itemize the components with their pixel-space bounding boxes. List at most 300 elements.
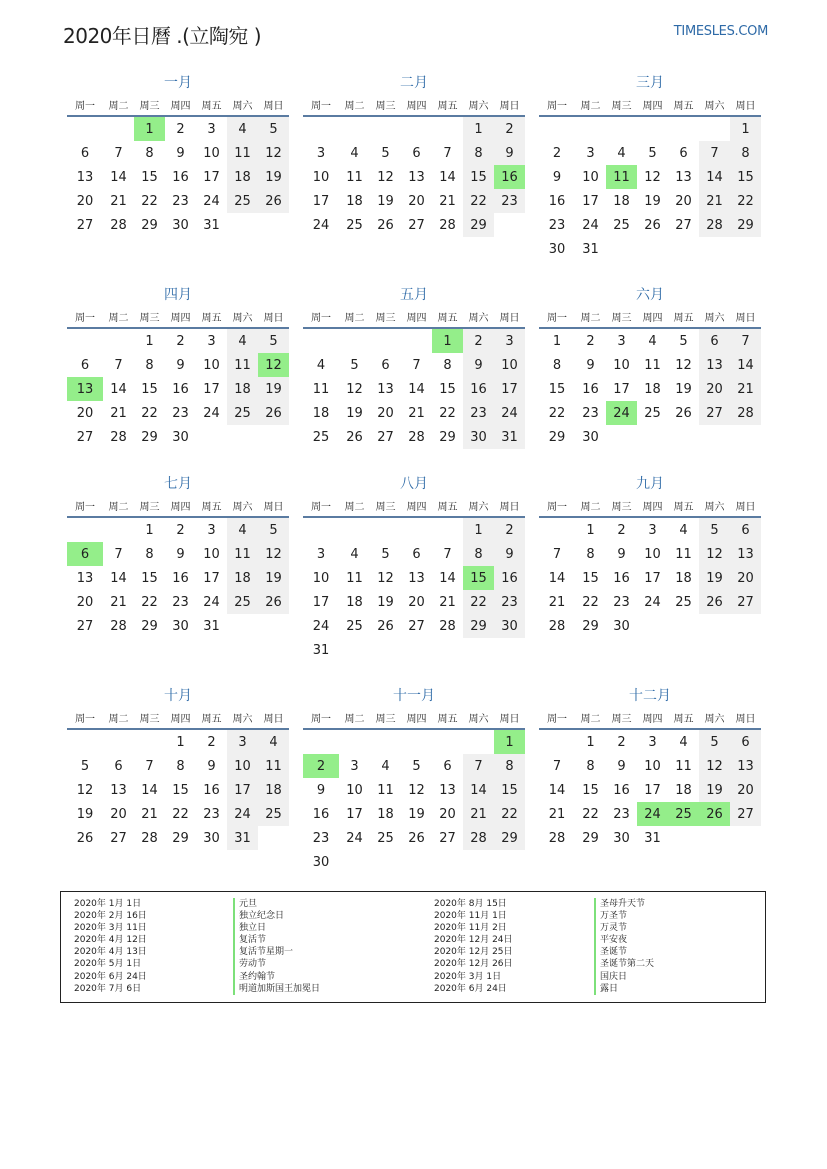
- day-cell[interactable]: 15: [141, 169, 158, 185]
- day-cell[interactable]: 9: [494, 141, 525, 165]
- day-cell[interactable]: 28: [110, 618, 127, 634]
- day-cell[interactable]: 4: [227, 328, 258, 353]
- day-cell[interactable]: 16: [203, 782, 220, 798]
- day-cell[interactable]: 31: [494, 425, 525, 449]
- day-cell[interactable]: 22: [463, 590, 494, 614]
- day-cell[interactable]: 19: [699, 566, 730, 590]
- day-cell[interactable]: 21: [699, 189, 730, 213]
- day-cell[interactable]: 7: [114, 546, 123, 562]
- day-cell[interactable]: 23: [172, 193, 189, 209]
- day-cell[interactable]: 9: [617, 546, 626, 562]
- day-cell[interactable]: 9: [207, 758, 216, 774]
- day-cell[interactable]: 23: [203, 806, 220, 822]
- day-cell[interactable]: 26: [76, 830, 94, 846]
- day-cell[interactable]: 23: [312, 830, 330, 846]
- day-cell[interactable]: 11: [312, 381, 330, 397]
- day-cell[interactable]: 25: [346, 618, 363, 634]
- day-cell[interactable]: 4: [258, 729, 289, 754]
- day-cell[interactable]: 22: [141, 405, 158, 421]
- day-cell[interactable]: 25: [644, 405, 661, 421]
- day-cell[interactable]: 4: [227, 116, 258, 141]
- day-cell[interactable]: 19: [377, 193, 394, 209]
- day-cell[interactable]: 26: [675, 405, 692, 421]
- day-cell[interactable]: 29: [730, 213, 761, 237]
- day-cell[interactable]: 28: [699, 213, 730, 237]
- day-cell[interactable]: 30: [203, 830, 220, 846]
- day-cell[interactable]: 25: [258, 802, 289, 826]
- day-cell[interactable]: 22: [548, 405, 566, 421]
- day-cell[interactable]: 15: [494, 778, 525, 802]
- day-cell[interactable]: 18: [227, 566, 258, 590]
- day-cell[interactable]: 20: [699, 377, 730, 401]
- day-cell[interactable]: 7: [443, 145, 452, 161]
- day-cell[interactable]: 1: [586, 734, 595, 750]
- day-cell[interactable]: 6: [730, 729, 761, 754]
- day-cell[interactable]: 30: [548, 241, 566, 257]
- day-cell[interactable]: 17: [613, 381, 630, 397]
- day-cell[interactable]: 25: [227, 189, 258, 213]
- day-cell[interactable]: 13: [377, 381, 394, 397]
- day-cell[interactable]: 7: [552, 758, 562, 774]
- day-cell[interactable]: 1: [730, 116, 761, 141]
- day-cell[interactable]: 28: [730, 401, 761, 425]
- day-cell[interactable]: 3: [648, 734, 657, 750]
- day-cell[interactable]: 4: [316, 357, 326, 373]
- day-cell[interactable]: 18: [227, 377, 258, 401]
- day-cell[interactable]: 10: [203, 357, 220, 373]
- day-cell[interactable]: 6: [80, 357, 90, 373]
- day-cell[interactable]: 12: [258, 542, 289, 566]
- day-cell[interactable]: 4: [648, 333, 657, 349]
- day-cell[interactable]: 28: [141, 830, 158, 846]
- day-cell[interactable]: 23: [494, 189, 525, 213]
- day-cell[interactable]: 14: [548, 570, 566, 586]
- day-cell[interactable]: 29: [439, 429, 456, 445]
- day-cell[interactable]: 13: [675, 169, 692, 185]
- day-cell[interactable]: 27: [76, 429, 94, 445]
- day-cell[interactable]: 3: [350, 758, 359, 774]
- day-cell[interactable]: 23: [172, 594, 189, 610]
- day-cell[interactable]: 14: [730, 353, 761, 377]
- day-cell[interactable]: 4: [227, 517, 258, 542]
- day-cell[interactable]: 14: [463, 778, 494, 802]
- day-cell[interactable]: 20: [408, 193, 425, 209]
- day-cell[interactable]: 24: [312, 217, 330, 233]
- day-cell[interactable]: 21: [141, 806, 158, 822]
- day-cell[interactable]: 1: [145, 333, 154, 349]
- day-cell[interactable]: 11: [227, 353, 258, 377]
- day-cell[interactable]: 20: [76, 193, 94, 209]
- day-cell[interactable]: 19: [258, 165, 289, 189]
- day-cell[interactable]: 24: [203, 405, 220, 421]
- day-cell[interactable]: 3: [316, 145, 326, 161]
- day-cell[interactable]: 12: [675, 357, 692, 373]
- day-cell[interactable]: 4: [381, 758, 390, 774]
- day-cell[interactable]: 6: [412, 546, 421, 562]
- day-cell[interactable]: 2: [494, 517, 525, 542]
- day-cell[interactable]: 5: [258, 328, 289, 353]
- day-cell[interactable]: 29: [463, 614, 494, 638]
- day-cell[interactable]: 8: [443, 357, 452, 373]
- day-cell[interactable]: 10: [312, 570, 330, 586]
- day-cell[interactable]: 11: [258, 754, 289, 778]
- day-cell[interactable]: 17: [582, 193, 599, 209]
- day-cell[interactable]: 27: [408, 217, 425, 233]
- day-cell[interactable]: 12: [408, 782, 425, 798]
- day-cell[interactable]: 15: [141, 570, 158, 586]
- day-cell[interactable]: 28: [439, 217, 456, 233]
- day-cell[interactable]: 22: [141, 193, 158, 209]
- day-cell[interactable]: 12: [258, 141, 289, 165]
- day-cell[interactable]: 6: [443, 758, 452, 774]
- day-cell[interactable]: 25: [675, 594, 692, 610]
- day-cell[interactable]: 17: [203, 169, 220, 185]
- day-cell[interactable]: 23: [613, 806, 630, 822]
- day-cell[interactable]: 26: [644, 217, 661, 233]
- day-cell[interactable]: 19: [644, 193, 661, 209]
- day-cell[interactable]: 23: [582, 405, 599, 421]
- day-cell[interactable]: 27: [110, 830, 127, 846]
- day-cell[interactable]: 6: [67, 542, 103, 566]
- day-cell[interactable]: 3: [648, 522, 657, 538]
- day-cell[interactable]: 27: [76, 217, 94, 233]
- day-cell[interactable]: 30: [172, 429, 189, 445]
- day-cell[interactable]: 2: [176, 522, 185, 538]
- day-cell[interactable]: 12: [377, 169, 394, 185]
- day-cell[interactable]: 28: [110, 429, 127, 445]
- day-cell[interactable]: 19: [76, 806, 94, 822]
- day-cell[interactable]: 20: [110, 806, 127, 822]
- day-cell[interactable]: 28: [548, 618, 566, 634]
- day-cell[interactable]: 21: [439, 594, 456, 610]
- day-cell[interactable]: 14: [110, 169, 127, 185]
- day-cell[interactable]: 9: [176, 145, 185, 161]
- day-cell[interactable]: 25: [613, 217, 630, 233]
- day-cell[interactable]: 21: [110, 193, 127, 209]
- day-cell[interactable]: 5: [381, 145, 390, 161]
- day-cell[interactable]: 27: [76, 618, 94, 634]
- day-cell[interactable]: 8: [463, 141, 494, 165]
- day-cell[interactable]: 26: [408, 830, 425, 846]
- day-cell[interactable]: 13: [439, 782, 456, 798]
- day-cell[interactable]: 2: [617, 522, 626, 538]
- day-cell[interactable]: 30: [582, 429, 599, 445]
- day-cell[interactable]: 2: [176, 333, 185, 349]
- day-cell[interactable]: 24: [203, 594, 220, 610]
- day-cell[interactable]: 7: [699, 141, 730, 165]
- day-cell[interactable]: 13: [408, 169, 425, 185]
- day-cell[interactable]: 11: [377, 782, 394, 798]
- day-cell[interactable]: 14: [141, 782, 158, 798]
- day-cell[interactable]: 26: [258, 590, 289, 614]
- day-cell[interactable]: 4: [679, 734, 688, 750]
- day-cell[interactable]: 21: [110, 594, 127, 610]
- day-cell[interactable]: 28: [408, 429, 425, 445]
- day-cell[interactable]: 12: [76, 782, 94, 798]
- day-cell[interactable]: 16: [582, 381, 599, 397]
- day-cell[interactable]: 27: [408, 618, 425, 634]
- day-cell[interactable]: 5: [258, 116, 289, 141]
- day-cell[interactable]: 28: [110, 217, 127, 233]
- day-cell[interactable]: 27: [675, 217, 692, 233]
- day-cell[interactable]: 22: [494, 802, 525, 826]
- day-cell[interactable]: 19: [258, 377, 289, 401]
- day-cell[interactable]: 18: [346, 594, 363, 610]
- day-cell[interactable]: 8: [145, 546, 154, 562]
- day-cell[interactable]: 8: [730, 141, 761, 165]
- day-cell[interactable]: 2: [586, 333, 595, 349]
- day-cell[interactable]: 8: [552, 357, 562, 373]
- day-cell[interactable]: 5: [412, 758, 421, 774]
- day-cell[interactable]: 15: [548, 381, 566, 397]
- day-cell[interactable]: 31: [582, 241, 599, 257]
- day-cell[interactable]: 7: [114, 145, 123, 161]
- day-cell[interactable]: 23: [613, 594, 630, 610]
- day-cell[interactable]: 14: [439, 169, 456, 185]
- day-cell[interactable]: 9: [316, 782, 326, 798]
- day-cell[interactable]: 21: [463, 802, 494, 826]
- day-cell[interactable]: 2: [617, 734, 626, 750]
- day-cell[interactable]: 5: [80, 758, 90, 774]
- day-cell[interactable]: 2: [207, 734, 216, 750]
- day-cell[interactable]: 26: [258, 189, 289, 213]
- day-cell[interactable]: 3: [316, 546, 326, 562]
- day-cell[interactable]: 18: [613, 193, 630, 209]
- day-cell[interactable]: 14: [699, 165, 730, 189]
- day-cell[interactable]: 3: [494, 328, 525, 353]
- day-cell[interactable]: 3: [227, 729, 258, 754]
- day-cell[interactable]: 14: [408, 381, 425, 397]
- day-cell[interactable]: 11: [606, 165, 637, 189]
- day-cell[interactable]: 22: [582, 806, 599, 822]
- day-cell[interactable]: 6: [412, 145, 421, 161]
- day-cell[interactable]: 17: [644, 782, 661, 798]
- day-cell[interactable]: 8: [145, 145, 154, 161]
- day-cell[interactable]: 30: [172, 217, 189, 233]
- day-cell[interactable]: 2: [552, 145, 562, 161]
- day-cell[interactable]: 1: [134, 116, 165, 141]
- day-cell[interactable]: 6: [114, 758, 123, 774]
- day-cell[interactable]: 10: [346, 782, 363, 798]
- day-cell[interactable]: 19: [377, 594, 394, 610]
- day-cell[interactable]: 20: [730, 566, 761, 590]
- day-cell[interactable]: 22: [730, 189, 761, 213]
- day-cell[interactable]: 18: [675, 570, 692, 586]
- day-cell[interactable]: 18: [312, 405, 330, 421]
- day-cell[interactable]: 12: [699, 542, 730, 566]
- day-cell[interactable]: 22: [172, 806, 189, 822]
- day-cell[interactable]: 28: [439, 618, 456, 634]
- day-cell[interactable]: 16: [172, 169, 189, 185]
- day-cell[interactable]: 15: [439, 381, 456, 397]
- day-cell[interactable]: 16: [613, 570, 630, 586]
- day-cell[interactable]: 10: [494, 353, 525, 377]
- day-cell[interactable]: 18: [675, 782, 692, 798]
- day-cell[interactable]: 10: [312, 169, 330, 185]
- day-cell[interactable]: 7: [412, 357, 421, 373]
- day-cell[interactable]: 9: [463, 353, 494, 377]
- day-cell[interactable]: 11: [675, 546, 692, 562]
- day-cell[interactable]: 18: [346, 193, 363, 209]
- day-cell[interactable]: 5: [648, 145, 657, 161]
- day-cell[interactable]: 8: [586, 758, 595, 774]
- day-cell[interactable]: 21: [408, 405, 425, 421]
- day-cell[interactable]: 13: [76, 169, 94, 185]
- day-cell[interactable]: 28: [548, 830, 566, 846]
- day-cell[interactable]: 7: [443, 546, 452, 562]
- day-cell[interactable]: 9: [176, 546, 185, 562]
- day-cell[interactable]: 6: [80, 145, 90, 161]
- day-cell[interactable]: 31: [203, 618, 220, 634]
- day-cell[interactable]: 1: [552, 333, 562, 349]
- day-cell[interactable]: 13: [699, 353, 730, 377]
- day-cell[interactable]: 1: [494, 729, 525, 754]
- day-cell[interactable]: 27: [439, 830, 456, 846]
- day-cell[interactable]: 3: [207, 121, 216, 137]
- day-cell[interactable]: 21: [439, 193, 456, 209]
- day-cell[interactable]: 10: [644, 758, 661, 774]
- day-cell[interactable]: 23: [172, 405, 189, 421]
- day-cell[interactable]: 16: [548, 193, 566, 209]
- day-cell[interactable]: 17: [644, 570, 661, 586]
- day-cell[interactable]: 9: [586, 357, 595, 373]
- day-cell[interactable]: 29: [548, 429, 566, 445]
- day-cell[interactable]: 27: [730, 590, 761, 614]
- day-cell[interactable]: 8: [145, 357, 154, 373]
- day-cell[interactable]: 19: [258, 566, 289, 590]
- day-cell[interactable]: 31: [227, 826, 258, 850]
- day-cell[interactable]: 3: [207, 333, 216, 349]
- day-cell[interactable]: 3: [617, 333, 626, 349]
- day-cell[interactable]: 1: [463, 116, 494, 141]
- day-cell[interactable]: 8: [176, 758, 185, 774]
- day-cell[interactable]: 9: [552, 169, 562, 185]
- day-cell[interactable]: 25: [377, 830, 394, 846]
- day-cell[interactable]: 5: [679, 333, 688, 349]
- day-cell[interactable]: 12: [377, 570, 394, 586]
- day-cell[interactable]: 12: [346, 381, 363, 397]
- day-cell[interactable]: 15: [582, 782, 599, 798]
- day-cell[interactable]: 31: [312, 642, 330, 658]
- day-cell[interactable]: 10: [613, 357, 630, 373]
- day-cell[interactable]: 2: [176, 121, 185, 137]
- day-cell[interactable]: 4: [679, 522, 688, 538]
- day-cell[interactable]: 15: [730, 165, 761, 189]
- day-cell[interactable]: 24: [494, 401, 525, 425]
- day-cell[interactable]: 28: [463, 826, 494, 850]
- day-cell[interactable]: 10: [644, 546, 661, 562]
- day-cell[interactable]: 25: [227, 590, 258, 614]
- day-cell[interactable]: 10: [203, 145, 220, 161]
- day-cell[interactable]: 3: [586, 145, 595, 161]
- day-cell[interactable]: 20: [730, 778, 761, 802]
- day-cell[interactable]: 22: [439, 405, 456, 421]
- day-cell[interactable]: 29: [582, 618, 599, 634]
- day-cell[interactable]: 5: [381, 546, 390, 562]
- day-cell[interactable]: 16: [312, 806, 330, 822]
- day-cell[interactable]: 9: [176, 357, 185, 373]
- day-cell[interactable]: 22: [582, 594, 599, 610]
- day-cell[interactable]: 6: [679, 145, 688, 161]
- day-cell[interactable]: 15: [463, 165, 494, 189]
- day-cell[interactable]: 31: [644, 830, 661, 846]
- day-cell[interactable]: 18: [377, 806, 394, 822]
- day-cell[interactable]: 29: [494, 826, 525, 850]
- day-cell[interactable]: 2: [494, 116, 525, 141]
- day-cell[interactable]: 17: [203, 381, 220, 397]
- day-cell[interactable]: 20: [439, 806, 456, 822]
- day-cell[interactable]: 20: [76, 405, 94, 421]
- day-cell[interactable]: 24: [644, 594, 661, 610]
- day-cell[interactable]: 15: [172, 782, 189, 798]
- day-cell[interactable]: 22: [463, 189, 494, 213]
- day-cell[interactable]: 1: [432, 328, 463, 353]
- day-cell[interactable]: 19: [408, 806, 425, 822]
- day-cell[interactable]: 25: [346, 217, 363, 233]
- day-cell[interactable]: 5: [699, 729, 730, 754]
- day-cell[interactable]: 8: [494, 754, 525, 778]
- day-cell[interactable]: 30: [312, 854, 330, 870]
- day-cell[interactable]: 7: [463, 754, 494, 778]
- day-cell[interactable]: 12: [699, 754, 730, 778]
- day-cell[interactable]: 13: [76, 570, 94, 586]
- day-cell[interactable]: 7: [114, 357, 123, 373]
- day-cell[interactable]: 15: [463, 566, 494, 590]
- day-cell[interactable]: 25: [227, 401, 258, 425]
- day-cell[interactable]: 11: [346, 169, 363, 185]
- day-cell[interactable]: 20: [408, 594, 425, 610]
- day-cell[interactable]: 31: [203, 217, 220, 233]
- day-cell[interactable]: 4: [350, 546, 359, 562]
- day-cell[interactable]: 20: [377, 405, 394, 421]
- day-cell[interactable]: 9: [617, 758, 626, 774]
- day-cell[interactable]: 16: [463, 377, 494, 401]
- day-cell[interactable]: 14: [439, 570, 456, 586]
- day-cell[interactable]: 13: [730, 542, 761, 566]
- day-cell[interactable]: 15: [582, 570, 599, 586]
- day-cell[interactable]: 30: [613, 618, 630, 634]
- day-cell[interactable]: 23: [463, 401, 494, 425]
- day-cell[interactable]: 29: [172, 830, 189, 846]
- site-link[interactable]: TIMESLES.COM: [673, 24, 768, 39]
- day-cell[interactable]: 27: [699, 401, 730, 425]
- day-cell[interactable]: 22: [141, 594, 158, 610]
- day-cell[interactable]: 26: [346, 429, 363, 445]
- day-cell[interactable]: 23: [548, 217, 566, 233]
- day-cell[interactable]: 19: [675, 381, 692, 397]
- day-cell[interactable]: 16: [172, 570, 189, 586]
- day-cell[interactable]: 13: [67, 377, 103, 401]
- day-cell[interactable]: 30: [613, 830, 630, 846]
- day-cell[interactable]: 17: [203, 570, 220, 586]
- day-cell[interactable]: 5: [258, 517, 289, 542]
- day-cell[interactable]: 15: [141, 381, 158, 397]
- day-cell[interactable]: 18: [258, 778, 289, 802]
- day-cell[interactable]: 2: [463, 328, 494, 353]
- day-cell[interactable]: 26: [699, 802, 730, 826]
- day-cell[interactable]: 30: [463, 425, 494, 449]
- day-cell[interactable]: 14: [110, 570, 127, 586]
- day-cell[interactable]: 23: [494, 590, 525, 614]
- day-cell[interactable]: 20: [76, 594, 94, 610]
- day-cell[interactable]: 17: [312, 193, 330, 209]
- day-cell[interactable]: 6: [381, 357, 390, 373]
- day-cell[interactable]: 17: [494, 377, 525, 401]
- day-cell[interactable]: 21: [548, 806, 566, 822]
- day-cell[interactable]: 4: [350, 145, 359, 161]
- day-cell[interactable]: 5: [699, 517, 730, 542]
- day-cell[interactable]: 29: [141, 217, 158, 233]
